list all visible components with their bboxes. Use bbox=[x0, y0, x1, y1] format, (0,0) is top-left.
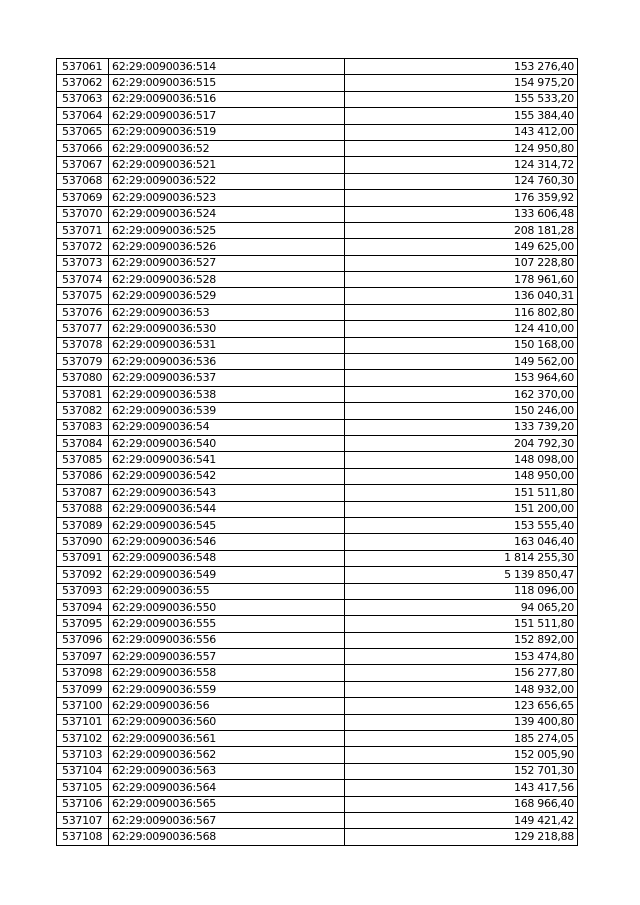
cadastral-value-cell: 139 400,80 bbox=[345, 714, 578, 730]
cadastral-value-cell: 124 410,00 bbox=[345, 321, 578, 337]
row-number-cell: 537072 bbox=[57, 239, 109, 255]
cadastral-value-cell: 148 098,00 bbox=[345, 452, 578, 468]
table-row bbox=[57, 501, 578, 517]
row-number-cell: 537061 bbox=[57, 59, 109, 75]
table-row bbox=[57, 452, 578, 468]
cadastral-value-cell: 94 065,20 bbox=[345, 599, 578, 615]
cadastral-value-cell: 129 218,88 bbox=[345, 829, 578, 845]
cadastral-number-cell: 62:29:0090036:538 bbox=[109, 386, 345, 402]
cadastral-value-cell: 163 046,40 bbox=[345, 534, 578, 550]
table-row bbox=[57, 157, 578, 173]
cadastral-number-cell: 62:29:0090036:561 bbox=[109, 731, 345, 747]
table-row bbox=[57, 75, 578, 91]
table-row bbox=[57, 140, 578, 156]
table-row bbox=[57, 599, 578, 615]
table-row bbox=[57, 567, 578, 583]
table-row bbox=[57, 288, 578, 304]
cadastral-number-cell: 62:29:0090036:557 bbox=[109, 649, 345, 665]
row-number-cell: 537105 bbox=[57, 780, 109, 796]
table-row bbox=[57, 829, 578, 845]
cadastral-number-cell: 62:29:0090036:556 bbox=[109, 632, 345, 648]
row-number-cell: 537097 bbox=[57, 649, 109, 665]
cadastral-value-cell: 156 277,80 bbox=[345, 665, 578, 681]
table-row bbox=[57, 468, 578, 484]
table-row bbox=[57, 386, 578, 402]
cadastral-number-cell: 62:29:0090036:568 bbox=[109, 829, 345, 845]
row-number-cell: 537068 bbox=[57, 173, 109, 189]
row-number-cell: 537070 bbox=[57, 206, 109, 222]
cadastral-number-cell: 62:29:0090036:537 bbox=[109, 370, 345, 386]
cadastral-number-cell: 62:29:0090036:53 bbox=[109, 304, 345, 320]
cadastral-number-cell: 62:29:0090036:517 bbox=[109, 108, 345, 124]
table-row bbox=[57, 173, 578, 189]
cadastral-value-cell: 124 314,72 bbox=[345, 157, 578, 173]
table-row bbox=[57, 714, 578, 730]
table-row bbox=[57, 370, 578, 386]
row-number-cell: 537079 bbox=[57, 354, 109, 370]
cadastral-number-cell: 62:29:0090036:555 bbox=[109, 616, 345, 632]
cadastral-value-cell: 155 533,20 bbox=[345, 91, 578, 107]
cadastral-value-cell: 151 511,80 bbox=[345, 616, 578, 632]
cadastral-number-cell: 62:29:0090036:531 bbox=[109, 337, 345, 353]
cadastral-number-cell: 62:29:0090036:563 bbox=[109, 763, 345, 779]
cadastral-number-cell: 62:29:0090036:521 bbox=[109, 157, 345, 173]
table-row bbox=[57, 485, 578, 501]
row-number-cell: 537098 bbox=[57, 665, 109, 681]
cadastral-value-cell: 152 005,90 bbox=[345, 747, 578, 763]
cadastral-value-cell: 152 701,30 bbox=[345, 763, 578, 779]
row-number-cell: 537065 bbox=[57, 124, 109, 140]
table-row bbox=[57, 796, 578, 812]
table-row bbox=[57, 649, 578, 665]
cadastral-number-cell: 62:29:0090036:540 bbox=[109, 435, 345, 451]
row-number-cell: 537062 bbox=[57, 75, 109, 91]
cadastral-value-cell: 124 950,80 bbox=[345, 140, 578, 156]
cadastral-value-cell: 149 421,42 bbox=[345, 812, 578, 828]
cadastral-number-cell: 62:29:0090036:545 bbox=[109, 517, 345, 533]
cadastral-value-cell: 133 606,48 bbox=[345, 206, 578, 222]
cadastral-number-cell: 62:29:0090036:514 bbox=[109, 59, 345, 75]
row-number-cell: 537081 bbox=[57, 386, 109, 402]
table-row bbox=[57, 108, 578, 124]
cadastral-number-cell: 62:29:0090036:562 bbox=[109, 747, 345, 763]
row-number-cell: 537076 bbox=[57, 304, 109, 320]
row-number-cell: 537089 bbox=[57, 517, 109, 533]
cadastral-value-cell: 143 417,56 bbox=[345, 780, 578, 796]
table-row bbox=[57, 337, 578, 353]
row-number-cell: 537091 bbox=[57, 550, 109, 566]
cadastral-number-cell: 62:29:0090036:536 bbox=[109, 354, 345, 370]
row-number-cell: 537108 bbox=[57, 829, 109, 845]
cadastral-number-cell: 62:29:0090036:564 bbox=[109, 780, 345, 796]
table-row bbox=[57, 763, 578, 779]
table-row bbox=[57, 632, 578, 648]
cadastral-number-cell: 62:29:0090036:523 bbox=[109, 190, 345, 206]
table-row bbox=[57, 731, 578, 747]
row-number-cell: 537101 bbox=[57, 714, 109, 730]
table-row bbox=[57, 124, 578, 140]
cadastral-value-cell: 153 474,80 bbox=[345, 649, 578, 665]
cadastral-value-cell: 148 932,00 bbox=[345, 681, 578, 697]
cadastral-number-cell: 62:29:0090036:524 bbox=[109, 206, 345, 222]
cadastral-value-cell: 208 181,28 bbox=[345, 222, 578, 238]
table-row bbox=[57, 239, 578, 255]
cadastral-value-cell: 150 246,00 bbox=[345, 403, 578, 419]
cadastral-value-cell: 154 975,20 bbox=[345, 75, 578, 91]
table-row bbox=[57, 206, 578, 222]
row-number-cell: 537087 bbox=[57, 485, 109, 501]
row-number-cell: 537093 bbox=[57, 583, 109, 599]
cadastral-number-cell: 62:29:0090036:527 bbox=[109, 255, 345, 271]
row-number-cell: 537107 bbox=[57, 812, 109, 828]
table-row bbox=[57, 403, 578, 419]
cadastral-number-cell: 62:29:0090036:54 bbox=[109, 419, 345, 435]
cadastral-value-cell: 116 802,80 bbox=[345, 304, 578, 320]
table-row bbox=[57, 812, 578, 828]
table-row bbox=[57, 255, 578, 271]
cadastral-value-cell: 123 656,65 bbox=[345, 698, 578, 714]
row-number-cell: 537071 bbox=[57, 222, 109, 238]
cadastral-value-cell: 204 792,30 bbox=[345, 435, 578, 451]
cadastral-number-cell: 62:29:0090036:543 bbox=[109, 485, 345, 501]
cadastral-number-cell: 62:29:0090036:56 bbox=[109, 698, 345, 714]
table-row bbox=[57, 222, 578, 238]
cadastral-number-cell: 62:29:0090036:548 bbox=[109, 550, 345, 566]
cadastral-value-cell: 162 370,00 bbox=[345, 386, 578, 402]
cadastral-value-cell: 155 384,40 bbox=[345, 108, 578, 124]
cadastral-number-cell: 62:29:0090036:528 bbox=[109, 272, 345, 288]
cadastral-number-cell: 62:29:0090036:541 bbox=[109, 452, 345, 468]
row-number-cell: 537088 bbox=[57, 501, 109, 517]
table-row bbox=[57, 550, 578, 566]
table-row bbox=[57, 665, 578, 681]
cadastral-number-cell: 62:29:0090036:519 bbox=[109, 124, 345, 140]
row-number-cell: 537090 bbox=[57, 534, 109, 550]
cadastral-value-cell: 143 412,00 bbox=[345, 124, 578, 140]
cadastral-number-cell: 62:29:0090036:530 bbox=[109, 321, 345, 337]
cadastral-number-cell: 62:29:0090036:52 bbox=[109, 140, 345, 156]
table-row bbox=[57, 190, 578, 206]
row-number-cell: 537085 bbox=[57, 452, 109, 468]
cadastral-number-cell: 62:29:0090036:546 bbox=[109, 534, 345, 550]
table-row bbox=[57, 780, 578, 796]
table-body bbox=[57, 59, 578, 846]
row-number-cell: 537075 bbox=[57, 288, 109, 304]
row-number-cell: 537063 bbox=[57, 91, 109, 107]
cadastral-number-cell: 62:29:0090036:526 bbox=[109, 239, 345, 255]
row-number-cell: 537106 bbox=[57, 796, 109, 812]
cadastral-number-cell: 62:29:0090036:567 bbox=[109, 812, 345, 828]
cadastral-value-cell: 124 760,30 bbox=[345, 173, 578, 189]
cadastral-value-cell: 107 228,80 bbox=[345, 255, 578, 271]
row-number-cell: 537066 bbox=[57, 140, 109, 156]
cadastral-value-cell: 150 168,00 bbox=[345, 337, 578, 353]
cadastral-value-cell: 168 966,40 bbox=[345, 796, 578, 812]
cadastral-value-cell: 118 096,00 bbox=[345, 583, 578, 599]
row-number-cell: 537103 bbox=[57, 747, 109, 763]
cadastral-value-cell: 152 892,00 bbox=[345, 632, 578, 648]
row-number-cell: 537100 bbox=[57, 698, 109, 714]
cadastral-value-cell: 149 625,00 bbox=[345, 239, 578, 255]
row-number-cell: 537069 bbox=[57, 190, 109, 206]
table-row bbox=[57, 272, 578, 288]
cadastral-number-cell: 62:29:0090036:565 bbox=[109, 796, 345, 812]
cadastral-number-cell: 62:29:0090036:525 bbox=[109, 222, 345, 238]
table-row bbox=[57, 747, 578, 763]
cadastral-value-cell: 133 739,20 bbox=[345, 419, 578, 435]
cadastral-value-cell: 153 555,40 bbox=[345, 517, 578, 533]
row-number-cell: 537078 bbox=[57, 337, 109, 353]
table-row bbox=[57, 321, 578, 337]
row-number-cell: 537099 bbox=[57, 681, 109, 697]
table-row bbox=[57, 681, 578, 697]
cadastral-number-cell: 62:29:0090036:560 bbox=[109, 714, 345, 730]
table-row bbox=[57, 583, 578, 599]
row-number-cell: 537084 bbox=[57, 435, 109, 451]
row-number-cell: 537077 bbox=[57, 321, 109, 337]
row-number-cell: 537096 bbox=[57, 632, 109, 648]
table-row bbox=[57, 698, 578, 714]
row-number-cell: 537080 bbox=[57, 370, 109, 386]
row-number-cell: 537074 bbox=[57, 272, 109, 288]
cadastral-value-cell: 185 274,05 bbox=[345, 731, 578, 747]
cadastral-value-cell: 148 950,00 bbox=[345, 468, 578, 484]
cadastral-number-cell: 62:29:0090036:516 bbox=[109, 91, 345, 107]
row-number-cell: 537082 bbox=[57, 403, 109, 419]
cadastral-number-cell: 62:29:0090036:55 bbox=[109, 583, 345, 599]
row-number-cell: 537095 bbox=[57, 616, 109, 632]
table-row bbox=[57, 419, 578, 435]
row-number-cell: 537083 bbox=[57, 419, 109, 435]
table-row bbox=[57, 354, 578, 370]
cadastral-number-cell: 62:29:0090036:515 bbox=[109, 75, 345, 91]
cadastral-number-cell: 62:29:0090036:544 bbox=[109, 501, 345, 517]
table-row bbox=[57, 59, 578, 75]
cadastral-number-cell: 62:29:0090036:550 bbox=[109, 599, 345, 615]
table-row bbox=[57, 534, 578, 550]
cadastral-value-cell: 1 814 255,30 bbox=[345, 550, 578, 566]
cadastral-value-cell: 136 040,31 bbox=[345, 288, 578, 304]
table-row bbox=[57, 304, 578, 320]
cadastral-value-cell: 176 359,92 bbox=[345, 190, 578, 206]
cadastral-number-cell: 62:29:0090036:529 bbox=[109, 288, 345, 304]
cadastral-number-cell: 62:29:0090036:559 bbox=[109, 681, 345, 697]
cadastral-number-cell: 62:29:0090036:558 bbox=[109, 665, 345, 681]
cadastral-value-cell: 178 961,60 bbox=[345, 272, 578, 288]
row-number-cell: 537104 bbox=[57, 763, 109, 779]
row-number-cell: 537067 bbox=[57, 157, 109, 173]
cadastral-value-cell: 149 562,00 bbox=[345, 354, 578, 370]
table-row bbox=[57, 616, 578, 632]
cadastral-number-cell: 62:29:0090036:549 bbox=[109, 567, 345, 583]
row-number-cell: 537102 bbox=[57, 731, 109, 747]
cadastral-number-cell: 62:29:0090036:542 bbox=[109, 468, 345, 484]
cadastral-value-cell: 5 139 850,47 bbox=[345, 567, 578, 583]
cadastral-value-cell: 151 200,00 bbox=[345, 501, 578, 517]
cadastral-value-table bbox=[56, 58, 578, 846]
cadastral-value-cell: 153 276,40 bbox=[345, 59, 578, 75]
row-number-cell: 537073 bbox=[57, 255, 109, 271]
cadastral-value-cell: 151 511,80 bbox=[345, 485, 578, 501]
table-row bbox=[57, 435, 578, 451]
row-number-cell: 537094 bbox=[57, 599, 109, 615]
cadastral-number-cell: 62:29:0090036:539 bbox=[109, 403, 345, 419]
row-number-cell: 537092 bbox=[57, 567, 109, 583]
row-number-cell: 537064 bbox=[57, 108, 109, 124]
table-row bbox=[57, 91, 578, 107]
row-number-cell: 537086 bbox=[57, 468, 109, 484]
cadastral-number-cell: 62:29:0090036:522 bbox=[109, 173, 345, 189]
cadastral-value-cell: 153 964,60 bbox=[345, 370, 578, 386]
table-row bbox=[57, 517, 578, 533]
